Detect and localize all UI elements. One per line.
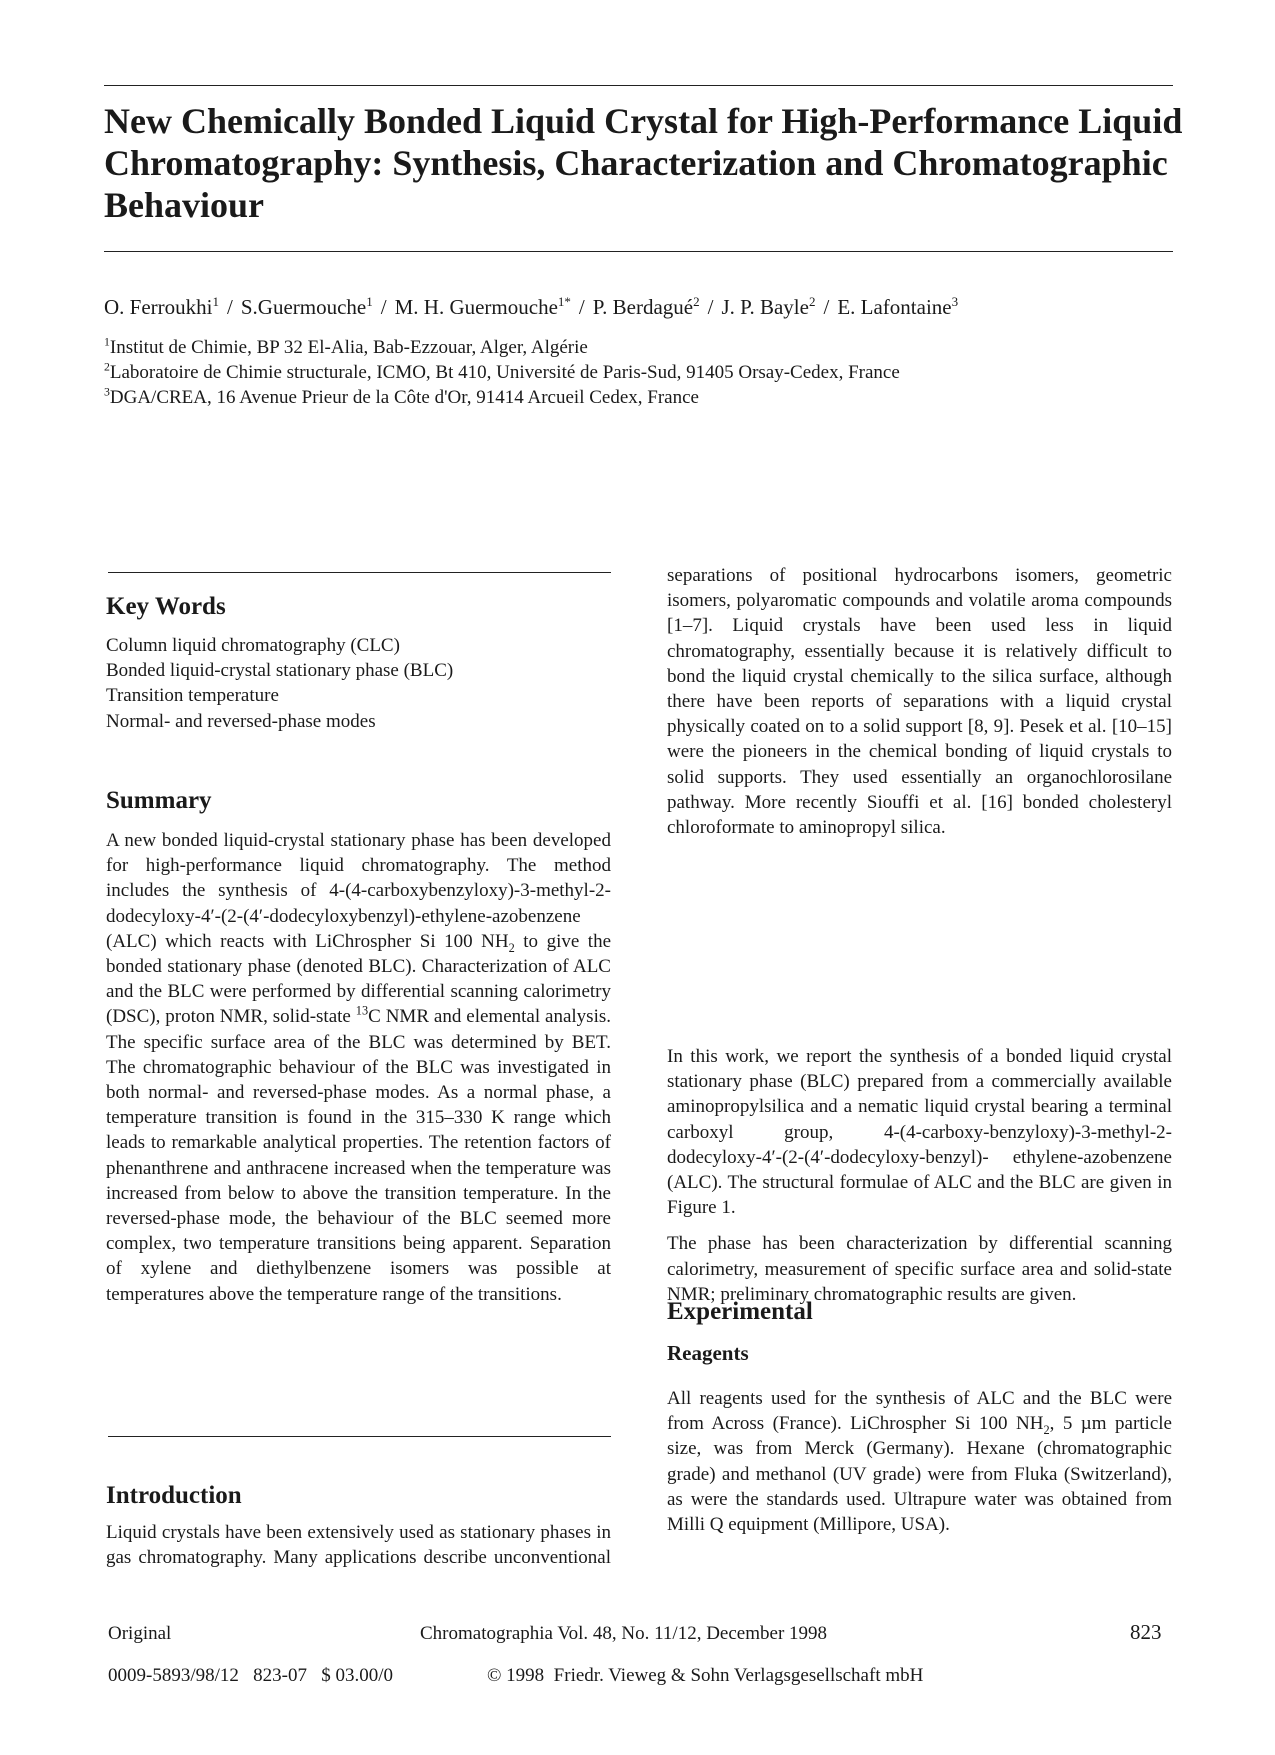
experimental-heading: Experimental: [667, 1298, 813, 1325]
journal-citation: Chromatographia Vol. 48, No. 11/12, December 1998: [420, 1623, 828, 1644]
introduction-right-text-2: [667, 1044, 1172, 1307]
affiliation: $^3$DGA/CREA, 16 Avenue Prieur de la Côte d'Or, 91414 Arcueil Cedex, France: [104, 385, 699, 408]
keywords-block: [106, 592, 611, 734]
reagents-text: All reagents used for the synthesis of ALC and the BLC were from Across (France). LiChrospher Si 100 $NH_2$, 5 µm particle size, was from Merck (Germany). Hexane (chromatographic grade) and methanol (UV grade) were from Fluka (Switzerland), as were the standards used. Ultrapure water was obtained from Milli Q equipment (Millipore, USA).: [667, 1388, 1172, 1536]
summary-heading: Summary: [106, 787, 212, 814]
author-list: O. Ferroukhi$^1$ / S.Guermouche$^1$ / M. H. Guermouche$^{1*}$ / P. Berdagué$^2$ / J. P. Bayle$^2$ / E. Lafontaine$^3$: [104, 294, 959, 319]
keyword-item: Transition temperature: [106, 685, 279, 707]
author: P. Berdagué$^2$: [592, 294, 700, 319]
introduction-paragraph-continued: separations of positional hydrocarbons isomers, geometric isomers, polyaromatic compounds and volatile aroma compounds [1–7]. Liquid crystals have been used less in liquid chromatography, essentially because it is relatively difficult to bond the liquid crystal chemically to the silica surface, although there have been reports of separations with a liquid crystal physically coated on to a solid support [8, 9]. Pesek et al. [10–15] were the pioneers in the chemical bonding of liquid crystals to solid supports. They used essentially an organochlorosilane pathway. More recently Siouffi et al. [16] bonded cholesteryl chloroformate to aminopropyl silica.: [667, 565, 1172, 839]
paper-title: New Chemically Bonded Liquid Crystal for High-Performance Liquid Chromatography: Synthesis, Characterization and Chromatographic Behaviour: [104, 101, 1183, 225]
page-number: 823: [1130, 1620, 1162, 1644]
affiliation: $^2$Laboratoire de Chimie structurale, ICMO, Bt 410, Université de Paris-Sud, 91405 Orsay-Cedex, France: [104, 360, 900, 383]
author: O. Ferroukhi$^1$: [104, 294, 220, 319]
introduction-paragraph-2: In this work, we report the synthesis of a bonded liquid crystal stationary phase (BLC) prepared from a commercially available aminopropylsilica and a nematic liquid crystal bearing a terminal carboxyl group, 4-(4-carboxy-benzyloxy)-3-methyl-2-dodecyloxy-4′-(2-(4′-dodecyloxy-benzyl)- ethylene-azobenzene (ALC). The structural formulae of ALC and the BLC are given in Figure 1.: [667, 1046, 1172, 1219]
title-top-rule: [104, 85, 1173, 86]
keywords-top-rule: [108, 572, 611, 573]
title-bottom-rule: [104, 251, 1173, 252]
introduction-paragraph-3: The phase has been characterization by differential scanning calorimetry, measurement of specific surface area and solid-state NMR; preliminary chromatographic results are given.: [667, 1233, 1172, 1305]
introduction-right-text: [667, 563, 1172, 1043]
keyword-item: Column liquid chromatography (CLC): [106, 635, 400, 656]
keyword-item: Normal- and reversed-phase modes: [106, 710, 376, 732]
article-type-label: Original: [108, 1623, 172, 1644]
author: J. P. Bayle$^2$: [721, 294, 816, 319]
summary-bottom-rule: [108, 1436, 611, 1437]
introduction-block: [106, 1481, 611, 1511]
author: M. H. Guermouche$^{1*}$: [394, 294, 571, 319]
summary-block: [106, 786, 611, 1307]
introduction-paragraph: Liquid crystals have been extensively used as stationary phases in gas chromatography. Many applications describe unconventional: [106, 1522, 611, 1569]
keyword-item: Bonded liquid-crystal stationary phase (BLC): [106, 660, 454, 682]
reagents-heading: Reagents: [667, 1341, 749, 1365]
summary-text: A new bonded liquid-crystal stationary phase has been developed for high-performance liquid chromatography. The method includes the synthesis of 4-(4-carboxybenzyloxy)-3-methyl-2-dodecyloxy-4′-(2-(4′-dodecyloxybenzyl)-ethylene-azobenzene (ALC) which reacts with LiChrospher Si 100 $NH_2$ to give the bonded stationary phase (denoted BLC). Characterization of ALC and the BLC were performed by differential scanning calorimetry (DSC), proton NMR, solid-state $^{13}$C NMR and elemental analysis. The specific surface area of the BLC was determined by BET. The chromatographic behaviour of the BLC was investigated in both normal- and reversed-phase modes. As a normal phase, a temperature transition is found in the 315–330 K range which leads to remarkable analytical properties. The retention factors of phenanthrene and anthracene increased when the temperature was increased from below to above the transition temperature. In the reversed-phase mode, the behaviour of the BLC seemed more complex, two temperature transitions being apparent. Separation of xylene and diethylbenzene isomers was possible at temperatures above the temperature range of the transitions.: [106, 830, 612, 1305]
author: E. Lafontaine$^3$: [837, 294, 959, 319]
copyright-notice: © 1998 Friedr. Vieweg & Sohn Verlagsgesellschaft mbH: [487, 1665, 924, 1686]
experimental-block: [667, 1297, 1172, 1537]
keywords-heading: Key Words: [106, 593, 226, 620]
author: S.Guermouche$^1$: [240, 294, 373, 319]
introduction-left-text: [106, 1520, 611, 1571]
introduction-heading: Introduction: [106, 1482, 242, 1509]
affiliation: $^1$Institut de Chimie, BP 32 El-Alia, Bab-Ezzouar, Alger, Algérie: [104, 335, 588, 358]
issn-price-code: 0009-5893/98/12 823-07 $ 03.00/0: [108, 1665, 393, 1686]
